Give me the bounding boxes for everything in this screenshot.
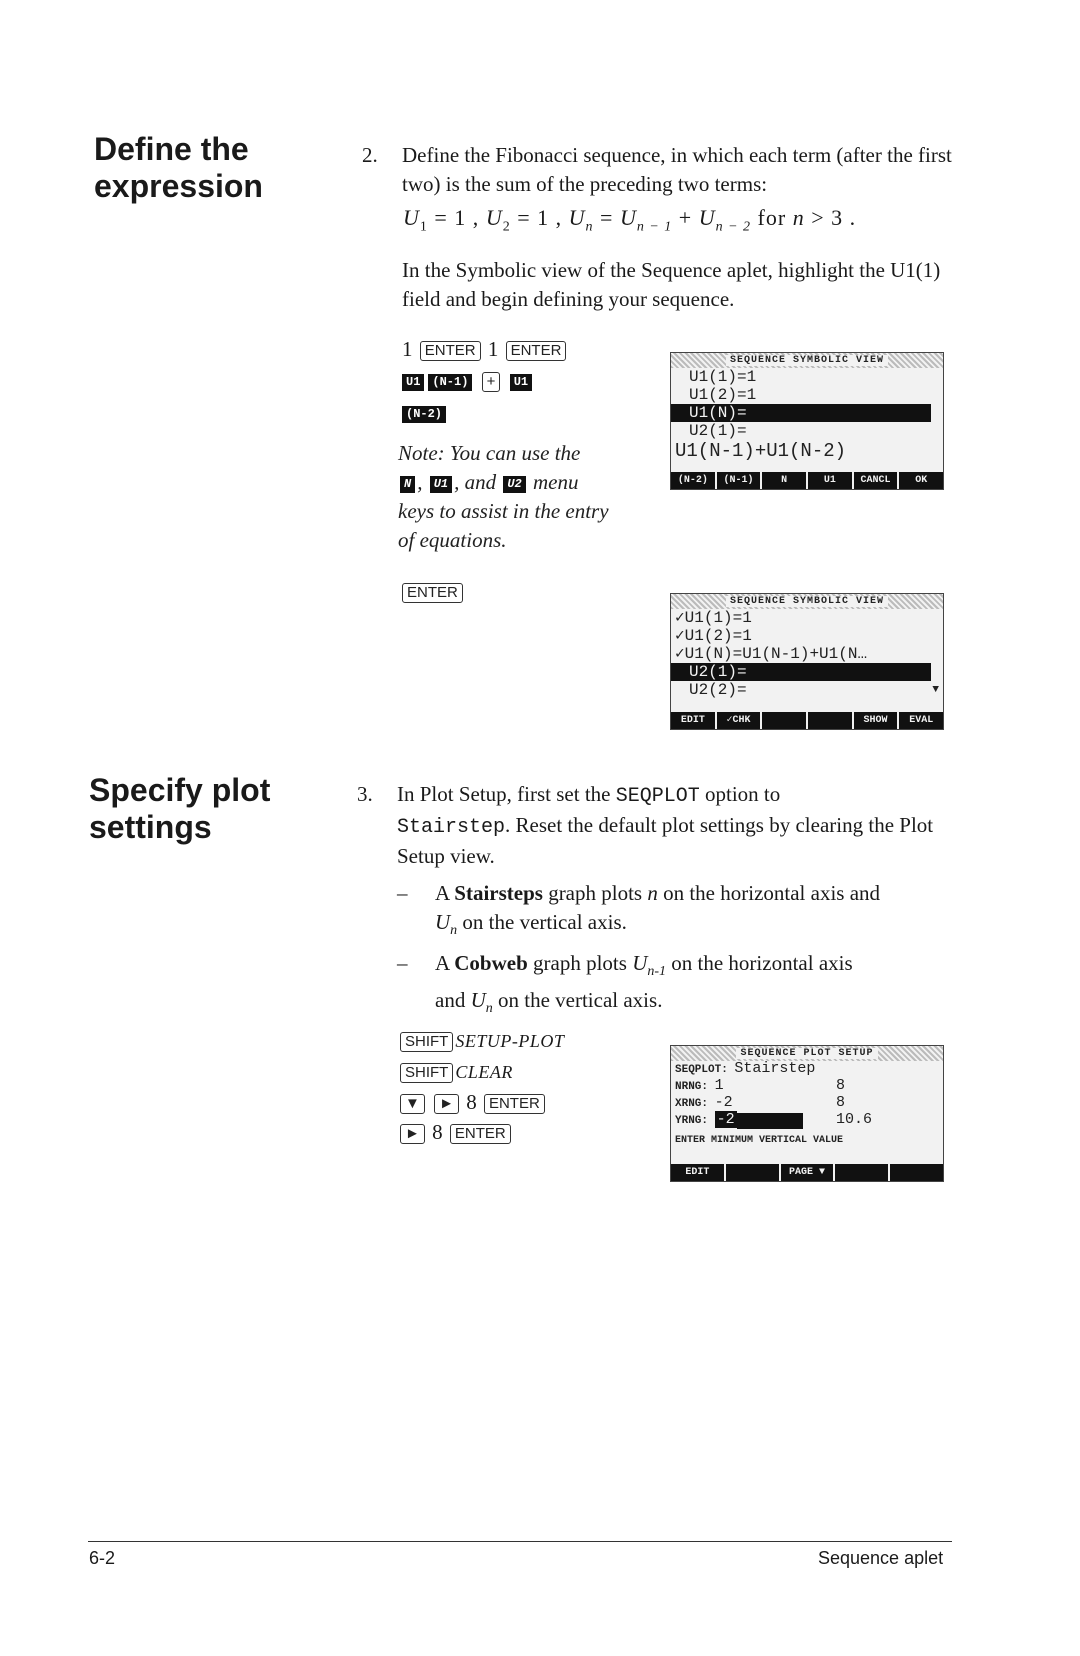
- calculator-screen-symbolic-view: [670, 593, 944, 730]
- softkey: EDIT: [671, 712, 717, 729]
- keystroke-line: SHIFT SETUP-PLOT: [398, 1025, 564, 1056]
- calculator-screen-plot-setup: [670, 1045, 944, 1182]
- screen-title: SEQUENCE SYMBOLIC VIEW: [671, 353, 943, 368]
- section-heading-define: [94, 131, 263, 205]
- step-paragraph: In Plot Setup, first set the SEQPLOT option to Stairstep. Reset the default plot settings by clearing the Plot Setup view.: [397, 782, 934, 868]
- screen-line-highlighted: U1(N)=: [671, 404, 931, 422]
- menu-key-n: N: [400, 476, 415, 493]
- bullet-stairsteps: A Stairsteps graph plots n on the horizontal axis and $U_n$ on the vertical axis.: [435, 881, 881, 939]
- menu-key-n-2: (N-2): [402, 406, 446, 423]
- heading-line: Define the: [94, 131, 249, 167]
- keystroke-line: [400, 364, 534, 396]
- section-heading-plot: [89, 772, 270, 846]
- page-number: 6-2: [89, 1548, 116, 1568]
- menu-key-u1: U1: [510, 374, 532, 391]
- code-seqplot: SEQPLOT: [615, 785, 700, 808]
- calculator-screen-symbolic-edit: [670, 352, 944, 490]
- screen-line: U2(1)=: [689, 422, 747, 440]
- softkey: (N-1): [717, 472, 763, 489]
- step-number: 2.: [362, 143, 378, 167]
- note: Note: You can use the N , U1 , and U2 menu keys to assist in the entry of equations.: [398, 441, 609, 552]
- screen-line: ✓U1(N)=U1(N-1)+U1(N…: [675, 645, 868, 663]
- menu-key-u1: U1: [430, 476, 452, 493]
- fibonacci-formula: $U_1 = 1$ , $U_2 = 1$ , $U_n = U_{n - 1} + U_{n - 2}$ for n > 3 .: [403, 205, 857, 235]
- screen-title: SEQUENCE SYMBOLIC VIEW: [671, 594, 943, 609]
- enter-key: ENTER: [402, 583, 463, 603]
- keystroke-block: [398, 1025, 564, 1147]
- screen-edit-line: U1(N-1)+U1(N-2): [675, 440, 847, 462]
- softkey: OK: [915, 475, 928, 486]
- softkey-bar: [671, 472, 943, 489]
- softkey: ✓CHK: [717, 712, 763, 729]
- bullet-dash: –: [397, 881, 408, 905]
- softkey: [835, 1164, 890, 1181]
- keystroke-line: [400, 575, 465, 607]
- shift-key: SHIFT: [400, 1063, 453, 1083]
- screen-line: U1(2)=1: [689, 386, 757, 404]
- menu-key-n-1: (N-1): [428, 374, 472, 391]
- screen-line: ✓U1(1)=1: [675, 609, 752, 627]
- plus-key: +: [482, 372, 501, 392]
- enter-key: ENTER: [420, 341, 481, 361]
- softkey: PAGE ▼: [781, 1164, 836, 1181]
- keystroke-line: ► 8 ENTER: [398, 1117, 564, 1147]
- softkey: (N-2): [671, 472, 717, 489]
- enter-key: ENTER: [484, 1094, 545, 1114]
- keystroke-line: 1 ENTER 1 ENTER: [402, 333, 568, 365]
- step-intro: Define the Fibonacci sequence, in which each term (after the first two) is the sum of the preceding two terms:: [402, 143, 952, 196]
- softkey: [726, 1164, 781, 1181]
- selected-field: -2: [716, 1111, 735, 1128]
- softkey: [762, 712, 808, 729]
- right-arrow-key-icon: ►: [434, 1094, 459, 1114]
- chapter-name: Sequence aplet: [818, 1548, 944, 1568]
- screen-line-highlighted: U2(1)=: [671, 663, 931, 681]
- right-arrow-key-icon: ►: [400, 1124, 425, 1144]
- scroll-down-arrow-icon: ▼: [932, 684, 939, 696]
- heading-line: expression: [94, 168, 263, 204]
- bullet-dash: –: [397, 951, 408, 975]
- screen-hint: ENTER MINIMUM VERTICAL VALUE: [675, 1135, 844, 1146]
- keystroke-line: ▼ ► 8 ENTER: [398, 1087, 564, 1117]
- heading-line: settings: [89, 809, 212, 845]
- setting-seqplot: SEQPLOT: Stairstep: [675, 1060, 816, 1077]
- setting-nrng: NRNG: 1 8: [675, 1077, 846, 1094]
- menu-key-u2: U2: [503, 476, 525, 493]
- setting-yrng: YRNG: -2 10.6: [675, 1111, 873, 1128]
- screen-line: U2(2)= ▼: [689, 681, 939, 699]
- code-stairstep: Stairstep: [397, 816, 506, 839]
- softkey: EDIT: [671, 1164, 726, 1181]
- footer-rule: [88, 1541, 952, 1542]
- enter-key: ENTER: [450, 1124, 511, 1144]
- keystroke-line: [400, 396, 448, 428]
- softkey: SHOW: [854, 712, 900, 729]
- down-arrow-key-icon: ▼: [400, 1094, 425, 1114]
- softkey: N: [762, 472, 808, 489]
- screen-line: ✓U1(2)=1: [675, 627, 752, 645]
- shift-key: SHIFT: [400, 1032, 453, 1052]
- enter-key: ENTER: [506, 341, 567, 361]
- softkey: EVAL: [909, 715, 934, 726]
- heading-line: Specify plot: [89, 772, 271, 808]
- step-paragraph: In the Symbolic view of the Sequence aplet, highlight the U1(1) field and begin defining your sequence.: [402, 258, 941, 311]
- softkey-bar: [671, 1164, 943, 1181]
- keystroke-line: SHIFT CLEAR: [398, 1056, 564, 1087]
- screen-line: U1(1)=1: [689, 368, 757, 386]
- setting-xrng: XRNG: -2 8: [675, 1094, 846, 1111]
- softkey: [890, 1164, 943, 1181]
- menu-key-u1: U1: [402, 374, 424, 391]
- softkey: U1: [808, 472, 854, 489]
- bullet-cobweb: A Cobweb graph plots $U_{n-1}$ on the horizontal axis and $U_n$ on the vertical axis.: [435, 951, 853, 1017]
- softkey-bar: [671, 712, 943, 729]
- screen-title: SEQUENCE PLOT SETUP: [671, 1046, 943, 1061]
- step-number: 3.: [357, 782, 373, 806]
- softkey: [808, 712, 854, 729]
- softkey: CANCL: [854, 472, 900, 489]
